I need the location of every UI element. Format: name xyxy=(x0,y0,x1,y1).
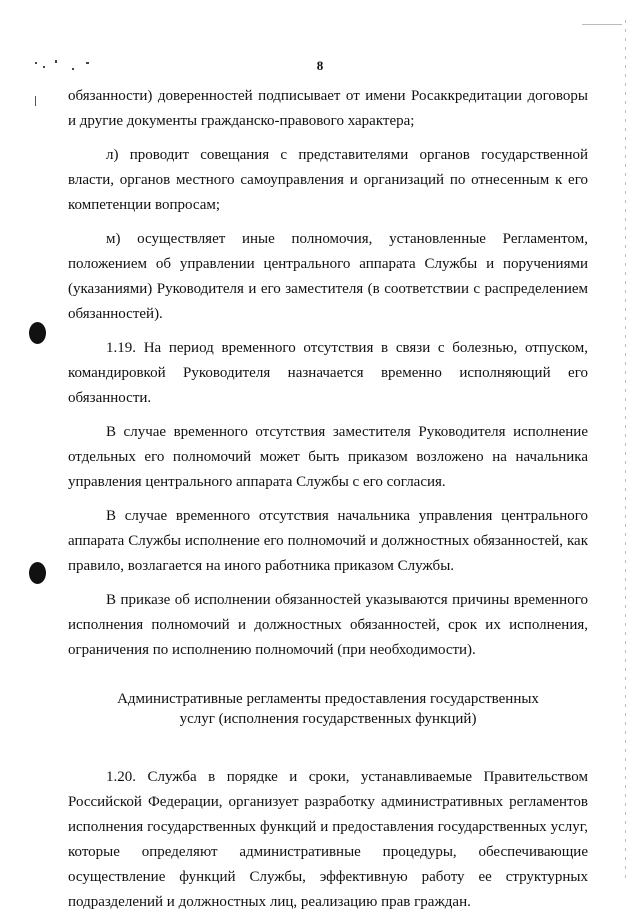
paragraph-item-m: м) осуществляет иные полномочия, установленные Регламентом, положением об управлении центрального аппарата Службы и поручениями (указаниями) Руководителя и его заместителя (в соответствии с распределением обязанностей). xyxy=(68,231,588,322)
scan-edge xyxy=(625,20,626,880)
paragraph-deputy-absence: В случае временного отсутствия заместителя Руководителя исполнение отдельных его полномочий может быть приказом возложено на начальника управления центрального аппарата Службы с его согласия. xyxy=(68,424,588,490)
punch-hole xyxy=(29,322,46,344)
document-body xyxy=(68,84,588,915)
paragraph-head-absence: В случае временного отсутствия начальника управления центрального аппарата Службы исполнение его полномочий и должностных обязанностей, как правило, возлагается на иного работника приказом Службы. xyxy=(68,508,588,574)
paragraph-1-20: 1.20. Служба в порядке и сроки, устанавливаемые Правительством Российской Федерации, организует разработку административных регламентов исполнения государственных функций и предоставления государственных услуг, которые определяют административные процедуры, обеспечивающие осуществление функций Службы, эффективную работу ее структурных подразделений и должностных лиц, реализацию прав граждан. xyxy=(68,769,588,910)
scan-artifact xyxy=(35,96,36,106)
paragraph-order: В приказе об исполнении обязанностей указываются причины временного исполнения полномочий и должностных обязанностей, срок их исполнения, ограничения по исполнению полномочий (при необходимости). xyxy=(68,592,588,658)
section-heading-line: услуг (исполнения государственных функций) xyxy=(179,711,477,727)
page-number: 8 xyxy=(316,58,324,73)
paragraph-item-l: л) проводит совещания с представителями органов государственной власти, органов местного самоуправления и организаций по отнесенным к его компетенции вопросам; xyxy=(68,147,588,213)
paragraph-continuation: обязанности) доверенностей подписывает от имени Росаккредитации договоры и другие документы гражданско-правового характера; xyxy=(68,88,588,129)
punch-hole xyxy=(29,562,46,584)
section-heading-line: Административные регламенты предоставления государственных xyxy=(117,691,539,707)
paragraph-1-19: 1.19. На период временного отсутствия в связи с болезнью, отпуском, командировкой Руководителя назначается временно исполняющий его обязанности. xyxy=(68,340,588,406)
section-heading xyxy=(68,689,588,729)
scan-edge xyxy=(582,24,622,25)
